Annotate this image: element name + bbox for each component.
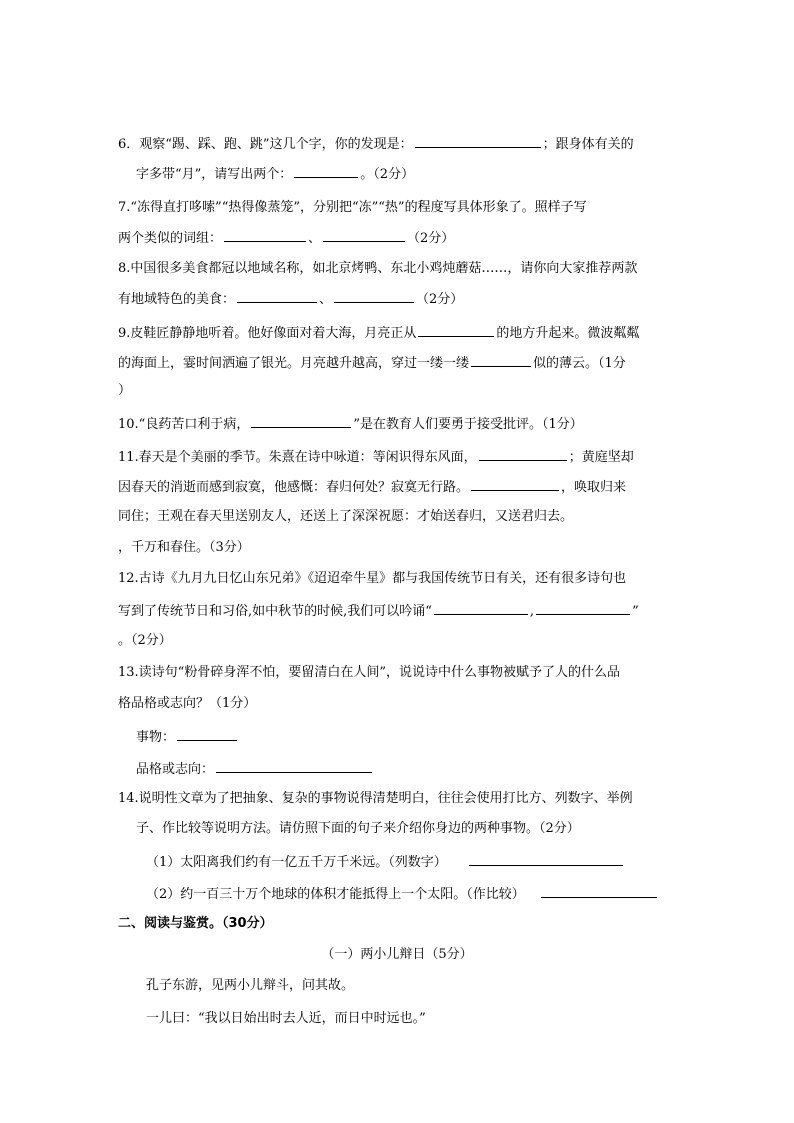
question-6-line-2 [136,164,414,184]
separator: 、 [319,292,333,307]
question-7-line-2 [118,228,454,248]
question-11-line-4 [118,539,250,559]
separator: 、 [308,231,322,246]
answer-blank[interactable] [224,228,306,242]
question-9-line-1 [118,323,639,343]
question-14-sentence-2 [146,884,659,904]
answer-blank[interactable] [541,884,657,898]
score: （2分） [416,292,464,307]
question-8-line-1 [118,260,637,280]
passage-text: 一儿曰：“我以日始出时去人近，而日中时远也。” [146,1011,426,1026]
question-8-line-2 [118,289,463,309]
passage-title [0,946,794,966]
passage-text: 孔子东游，见两小儿辩斗，问其故。 [146,978,355,993]
section-title: 二、阅读与鉴赏。（30分） [118,916,273,931]
question-8-text: 8.中国很多美食都冠以地域名称，如北京烤鸭、东北小鸡炖蘑菇……，请你向大家推荐两款 [118,261,638,276]
question-8-text: 有地域特色的美食： [118,292,236,307]
question-14-sentence-1 [146,852,625,872]
question-12-text: 12.古诗《九月九日忆山东兄弟》《迢迢牵牛星》都与我国传统节日有关，还有很多诗句也 [118,571,627,586]
question-10-text: ”是在教育人们要勇于接受批评。（1分） [353,417,583,432]
question-9-text: ） [118,383,132,398]
question-11-line-3 [118,508,573,528]
question-6-text: 字多带“月”，请写出两个： [136,167,293,182]
question-6-text: 6．观察“踢、踩、跑、跳”这几个字，你的发现是： [118,137,413,152]
question-9-text: 9.皮鞋匠静静地听着。他好像面对着大海，月亮正从 [118,326,417,341]
question-11-line-2 [118,477,626,497]
question-7-text: 两个类似的词组： [118,231,223,246]
question-12-text: ” [632,604,639,619]
answer-blank[interactable] [323,228,405,242]
question-7-text: 7.“冻得直打哆嗦”“热得像蒸笼”，分别把“冻”“热”的程度写具体形象了。照样子写 [118,200,587,215]
question-9-line-2 [118,353,626,373]
score: （2分） [407,231,455,246]
question-14-text: 14.说明性文章为了把抽象、复杂的事物说得清楚明白，往往会使用打比方、列数字、举例 [118,791,633,806]
question-13-quality [136,759,374,779]
question-9-text: 的海面上，霎时间洒遍了银光。月亮越升越高，穿过一缕一缕 [118,356,470,371]
score: 。（2分） [118,633,172,648]
separator: , [529,604,535,619]
question-7-line-1 [118,199,587,219]
question-11-text: 同住；王观在春天里送别友人，还送上了深深祝愿：才始送春归，又送君归去。 [118,509,574,524]
answer-blank[interactable] [479,447,567,461]
question-12-line-1 [118,570,626,590]
answer-blank[interactable] [334,289,414,303]
question-13-text: 13.读诗句“粉骨碎身浑不怕，要留清白在人间”，说说诗中什么事物被赋予了人的什么品 [118,665,620,680]
question-13-thing [136,727,239,747]
question-14-line-1 [118,790,633,810]
question-10-line-1 [118,414,583,434]
question-11-text: 因春天的消逝而感到寂寞，他感慨：春归何处？寂寞无行路。 [118,480,470,495]
question-6-text: 。（2分） [360,167,415,182]
question-9-text: 的地方升起来。微波粼粼 [496,326,640,341]
quality-label: 品格或志向： [136,762,215,777]
question-10-text: 10.“良药苦口利于病， [118,417,250,432]
answer-blank[interactable] [415,134,541,148]
example-sentence: （2）约一百三十万个地球的体积才能抵得上一个太阳。（作比较） [146,887,525,902]
question-11-line-1 [118,447,634,467]
answer-blank[interactable] [294,164,358,178]
answer-blank[interactable] [471,353,531,367]
question-12-line-3 [118,632,172,652]
question-12-line-2 [118,601,639,621]
question-6-line-1 [118,134,634,154]
question-6-text: ；跟身体有关的 [542,137,634,152]
question-13-line-1 [118,664,620,684]
passage-title-text: （一）两小儿辩日（5分） [321,947,473,962]
answer-blank[interactable] [434,601,528,615]
question-9-text: 似的薄云。（1分 [533,356,626,371]
answer-blank[interactable] [418,323,494,337]
question-14-text: 子、作比较等说明方法。请仿照下面的句子来介绍你身边的两种事物。（2分） [136,821,580,836]
question-13-line-2 [118,695,256,715]
passage-paragraph-1 [146,977,354,997]
question-11-text: 11.春天是个美丽的季节。朱熹在诗中咏道：等闲识得东风面， [118,450,477,465]
example-sentence: （1）太阳离我们约有一亿五千万千米远。（列数字） [146,855,447,870]
question-13-text: 格品格或志向？（1分） [118,696,257,711]
answer-blank[interactable] [471,477,559,491]
answer-blank[interactable] [469,852,623,866]
answer-blank[interactable] [177,727,237,741]
question-12-text: 写到了传统节日和习俗,如中秋节的时候,我们可以吟诵“ [118,604,432,619]
thing-label: 事物： [136,730,176,745]
answer-blank[interactable] [216,759,372,773]
answer-blank[interactable] [536,601,630,615]
answer-blank[interactable] [251,414,351,428]
answer-blank[interactable] [237,289,317,303]
passage-paragraph-2 [146,1010,426,1030]
question-11-text: ，唤取归来 [561,480,627,495]
question-9-line-3 [118,382,131,402]
question-14-line-2 [136,820,580,840]
question-11-text: ；黄庭坚却 [568,450,634,465]
section-2-heading [118,915,273,935]
question-11-text: ，千万和春住。（3分） [118,540,250,555]
